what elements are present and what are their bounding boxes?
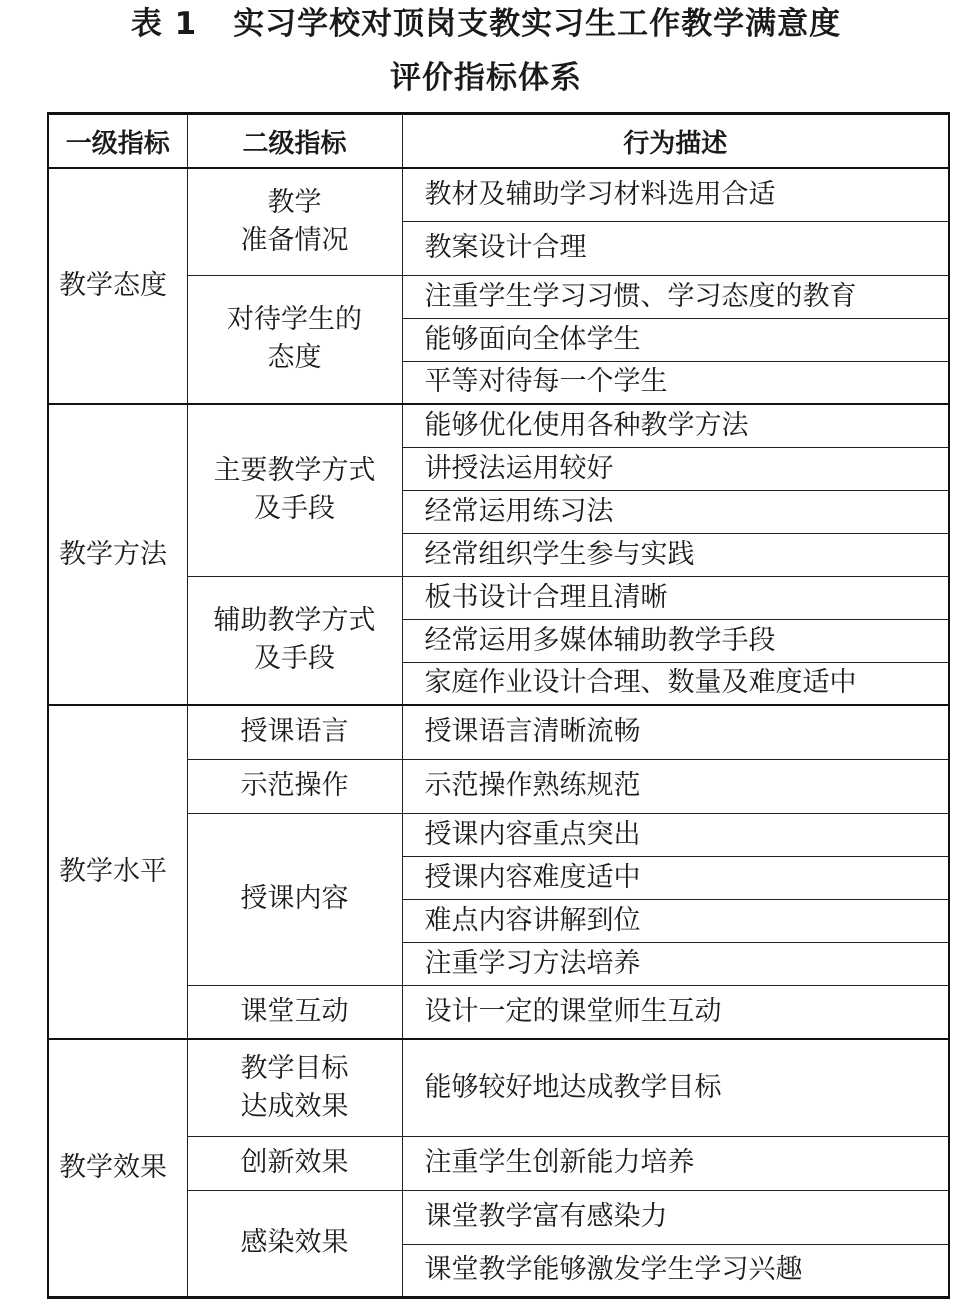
description-cell: 平等对待每一个学生 xyxy=(402,361,949,404)
level2-cell: 对待学生的 态度 xyxy=(187,275,402,404)
description-cell: 经常运用练习法 xyxy=(402,490,949,533)
description-cell: 板书设计合理且清晰 xyxy=(402,576,949,619)
evaluation-index-table xyxy=(47,112,950,1299)
table-row xyxy=(48,1039,949,1136)
level1-cell: 教学态度 xyxy=(48,168,187,404)
level1-cell: 教学方法 xyxy=(48,404,187,705)
header-description: 行为描述 xyxy=(402,114,949,169)
level2-cell: 课堂互动 xyxy=(187,985,402,1039)
description-cell: 教材及辅助学习材料选用合适 xyxy=(402,168,949,221)
description-cell: 教案设计合理 xyxy=(402,221,949,275)
level2-cell: 主要教学方式 及手段 xyxy=(187,404,402,576)
level2-cell: 教学 准备情况 xyxy=(187,168,402,275)
level2-cell: 教学目标 达成效果 xyxy=(187,1039,402,1136)
description-cell: 设计一定的课堂师生互动 xyxy=(402,985,949,1039)
description-cell: 家庭作业设计合理、数量及难度适中 xyxy=(402,662,949,705)
description-cell: 示范操作熟练规范 xyxy=(402,759,949,813)
description-cell: 授课内容重点突出 xyxy=(402,813,949,856)
description-cell: 讲授法运用较好 xyxy=(402,447,949,490)
table-title xyxy=(0,4,972,44)
description-cell: 注重学习方法培养 xyxy=(402,942,949,985)
header-level1: 一级指标 xyxy=(48,114,187,169)
level2-cell: 示范操作 xyxy=(187,759,402,813)
level2-cell: 授课语言 xyxy=(187,705,402,759)
description-cell: 能够优化使用各种教学方法 xyxy=(402,404,949,447)
table-title-line2: 评价指标体系 xyxy=(390,60,582,96)
header-level2: 二级指标 xyxy=(187,114,402,169)
header-row xyxy=(48,114,949,169)
description-cell: 注重学生学习习惯、学习态度的教育 xyxy=(402,275,949,318)
level2-cell: 辅助教学方式 及手段 xyxy=(187,576,402,705)
table-row xyxy=(48,404,949,447)
level2-cell: 感染效果 xyxy=(187,1190,402,1297)
level1-cell: 教学效果 xyxy=(48,1039,187,1297)
description-cell: 课堂教学富有感染力 xyxy=(402,1190,949,1244)
level1-cell: 教学水平 xyxy=(48,705,187,1039)
description-cell: 经常运用多媒体辅助教学手段 xyxy=(402,619,949,662)
description-cell: 授课语言清晰流畅 xyxy=(402,705,949,759)
level2-cell: 授课内容 xyxy=(187,813,402,985)
table-number: 表 1 xyxy=(130,6,198,42)
description-cell: 授课内容难度适中 xyxy=(402,856,949,899)
description-cell: 经常组织学生参与实践 xyxy=(402,533,949,576)
description-cell: 课堂教学能够激发学生学习兴趣 xyxy=(402,1244,949,1297)
level2-cell: 创新效果 xyxy=(187,1136,402,1190)
description-cell: 能够较好地达成教学目标 xyxy=(402,1039,949,1136)
description-cell: 能够面向全体学生 xyxy=(402,318,949,361)
table-title-line1: 实习学校对顶岗支教实习生工作教学满意度 xyxy=(233,6,842,42)
description-cell: 难点内容讲解到位 xyxy=(402,899,949,942)
table-row xyxy=(48,168,949,221)
description-cell: 注重学生创新能力培养 xyxy=(402,1136,949,1190)
table-row xyxy=(48,705,949,759)
